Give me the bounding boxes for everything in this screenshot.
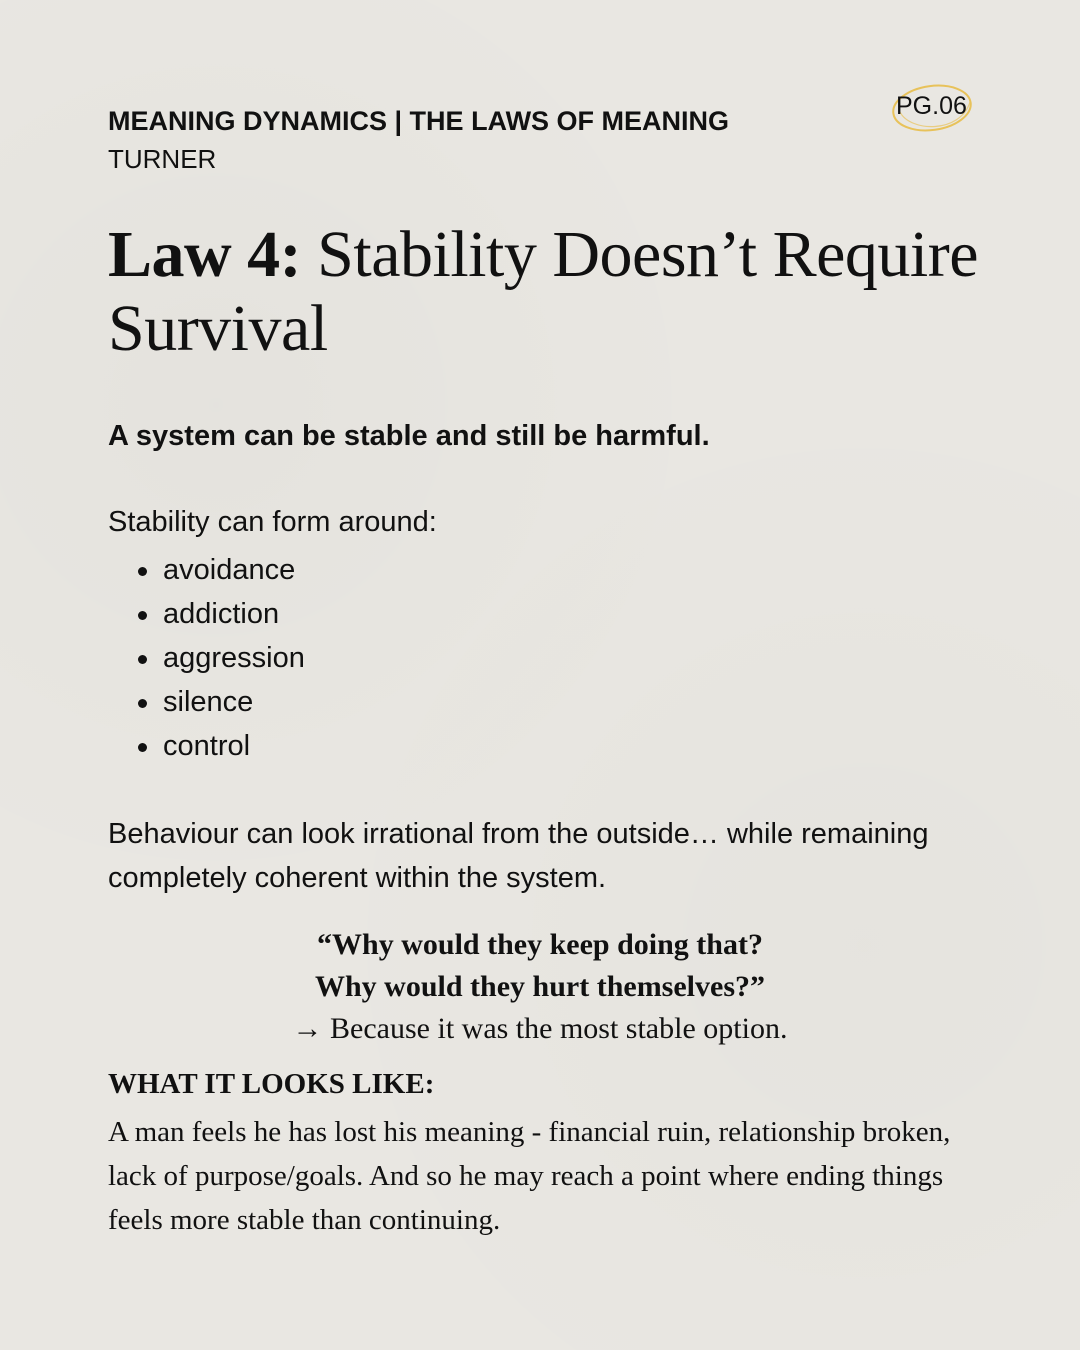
behaviour-paragraph: Behaviour can look irrational from the outside… while remaining completely coherent within the system. <box>108 818 929 894</box>
list-item-label: control <box>163 730 251 762</box>
list-item-label: silence <box>163 686 254 718</box>
looks-like-heading: WHAT IT LOOKS LIKE: <box>108 1068 435 1100</box>
stability-intro: Stability can form around: <box>108 506 437 538</box>
bullet-icon <box>138 655 147 664</box>
list-item <box>108 592 305 636</box>
law-title-text: Stability Doesn’t Require Survival <box>108 218 979 365</box>
author-name: TURNER <box>108 144 217 174</box>
stability-list <box>108 548 305 768</box>
quote-block <box>108 924 972 1050</box>
quote-line-1: “Why would they keep doing that? <box>317 928 763 961</box>
page-title <box>108 218 1008 366</box>
list-item <box>108 548 305 592</box>
quote-answer: → Because it was the most stable option. <box>292 1012 788 1045</box>
list-item-label: addiction <box>163 598 280 630</box>
bullet-icon <box>138 743 147 752</box>
law-label: Law 4: <box>108 218 302 291</box>
bullet-icon <box>138 699 147 708</box>
quote-line-2: Why would they hurt themselves?” <box>314 970 765 1003</box>
bullet-icon <box>138 567 147 576</box>
list-item <box>108 724 305 768</box>
page-number: PG.06 <box>896 92 967 120</box>
lead-statement: A system can be stable and still be harmful. <box>108 420 710 452</box>
list-item-label: avoidance <box>163 554 296 586</box>
looks-like-body: A man feels he has lost his meaning - financial ruin, relationship broken, lack of purpose/goals. And so he may reach a point where ending things feels more stable than continuing. <box>108 1116 951 1236</box>
list-item <box>108 636 305 680</box>
series-title: MEANING DYNAMICS | THE LAWS OF MEANING <box>108 106 730 136</box>
list-item <box>108 680 305 724</box>
bullet-icon <box>138 611 147 620</box>
list-item-label: aggression <box>163 642 305 674</box>
